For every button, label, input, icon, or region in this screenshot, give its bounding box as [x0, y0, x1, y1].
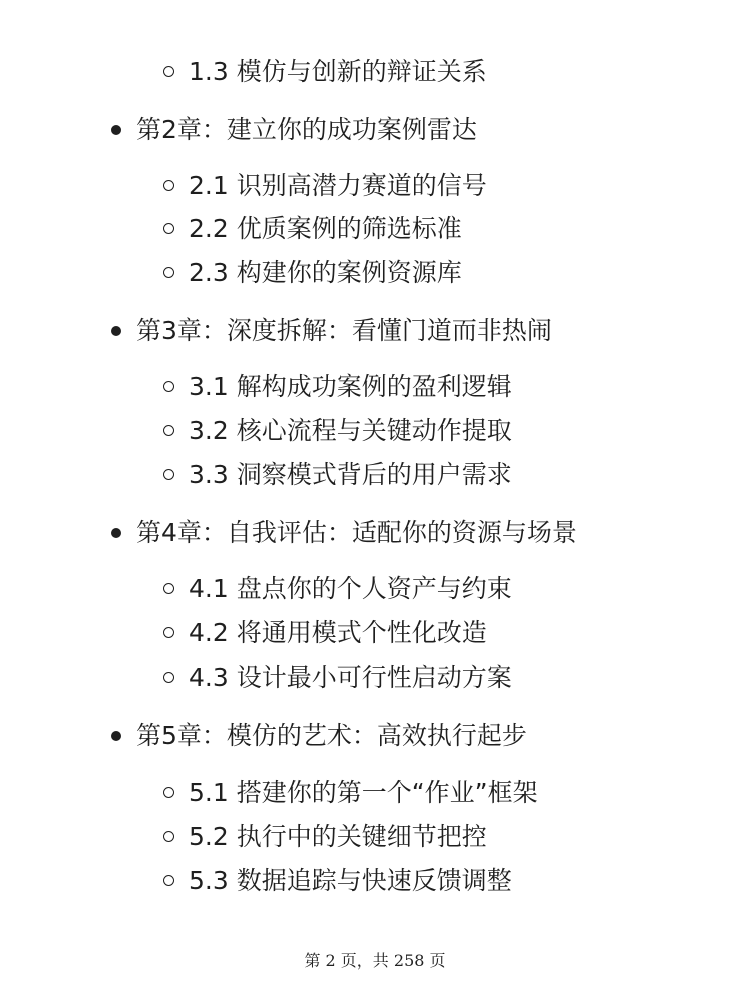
- toc-section-title: 3.3 洞察模式背后的用户需求: [189, 460, 512, 489]
- toc-section-title: 4.2 将通用模式个性化改造: [189, 618, 487, 647]
- toc-section-item: [0, 613, 750, 653]
- toc-section-title: 5.2 执行中的关键细节把控: [189, 822, 487, 851]
- hollow-bullet-icon: [163, 672, 174, 683]
- toc-chapter-item: [0, 716, 750, 756]
- toc-section-title: 4.3 设计最小可行性启动方案: [189, 663, 512, 692]
- toc-section-item: [0, 773, 750, 813]
- filled-bullet-icon: [111, 326, 121, 336]
- toc-section-item: [0, 861, 750, 901]
- hollow-bullet-icon: [163, 469, 174, 480]
- toc-section-title: 3.1 解构成功案例的盈利逻辑: [189, 372, 512, 401]
- toc-section-item: [0, 253, 750, 293]
- page-number-footer: 第 2 页，共 258 页: [304, 951, 446, 970]
- hollow-bullet-icon: [163, 831, 174, 842]
- hollow-bullet-icon: [163, 267, 174, 278]
- toc-chapter-title: 第4章：自我评估：适配你的资源与场景: [136, 518, 577, 547]
- hollow-bullet-icon: [163, 180, 174, 191]
- toc-section-title: 5.1 搭建你的第一个“作业”框架: [189, 778, 538, 807]
- toc-section-item: [0, 658, 750, 698]
- hollow-bullet-icon: [163, 425, 174, 436]
- hollow-bullet-icon: [163, 583, 174, 594]
- toc-chapter-item: [0, 110, 750, 150]
- filled-bullet-icon: [111, 731, 121, 741]
- toc-section-title: 4.1 盘点你的个人资产与约束: [189, 574, 512, 603]
- filled-bullet-icon: [111, 528, 121, 538]
- toc-section-item: [0, 367, 750, 407]
- hollow-bullet-icon: [163, 66, 174, 77]
- toc-chapter-item: [0, 513, 750, 553]
- hollow-bullet-icon: [163, 787, 174, 798]
- toc-chapter-title: 第3章：深度拆解：看懂门道而非热闹: [136, 316, 552, 345]
- toc-section-title: 2.2 优质案例的筛选标准: [189, 214, 462, 243]
- toc-chapter-title: 第5章：模仿的艺术：高效执行起步: [136, 721, 527, 750]
- toc-section-item: [0, 209, 750, 249]
- toc-section-item: [0, 166, 750, 206]
- toc-section-item: [0, 52, 750, 92]
- toc-section-title: 2.1 识别高潜力赛道的信号: [189, 171, 487, 200]
- toc-section-item: [0, 569, 750, 609]
- toc-section-title: 3.2 核心流程与关键动作提取: [189, 416, 512, 445]
- toc-chapter-item: [0, 311, 750, 351]
- toc-section-title: 5.3 数据追踪与快速反馈调整: [189, 866, 512, 895]
- hollow-bullet-icon: [163, 627, 174, 638]
- toc-section-item: [0, 817, 750, 857]
- filled-bullet-icon: [111, 125, 121, 135]
- hollow-bullet-icon: [163, 875, 174, 886]
- toc-section-item: [0, 455, 750, 495]
- hollow-bullet-icon: [163, 381, 174, 392]
- toc-chapter-title: 第2章：建立你的成功案例雷达: [136, 115, 477, 144]
- toc-section-title: 1.3 模仿与创新的辩证关系: [189, 57, 487, 86]
- toc-section-title: 2.3 构建你的案例资源库: [189, 258, 462, 287]
- toc-section-item: [0, 411, 750, 451]
- hollow-bullet-icon: [163, 223, 174, 234]
